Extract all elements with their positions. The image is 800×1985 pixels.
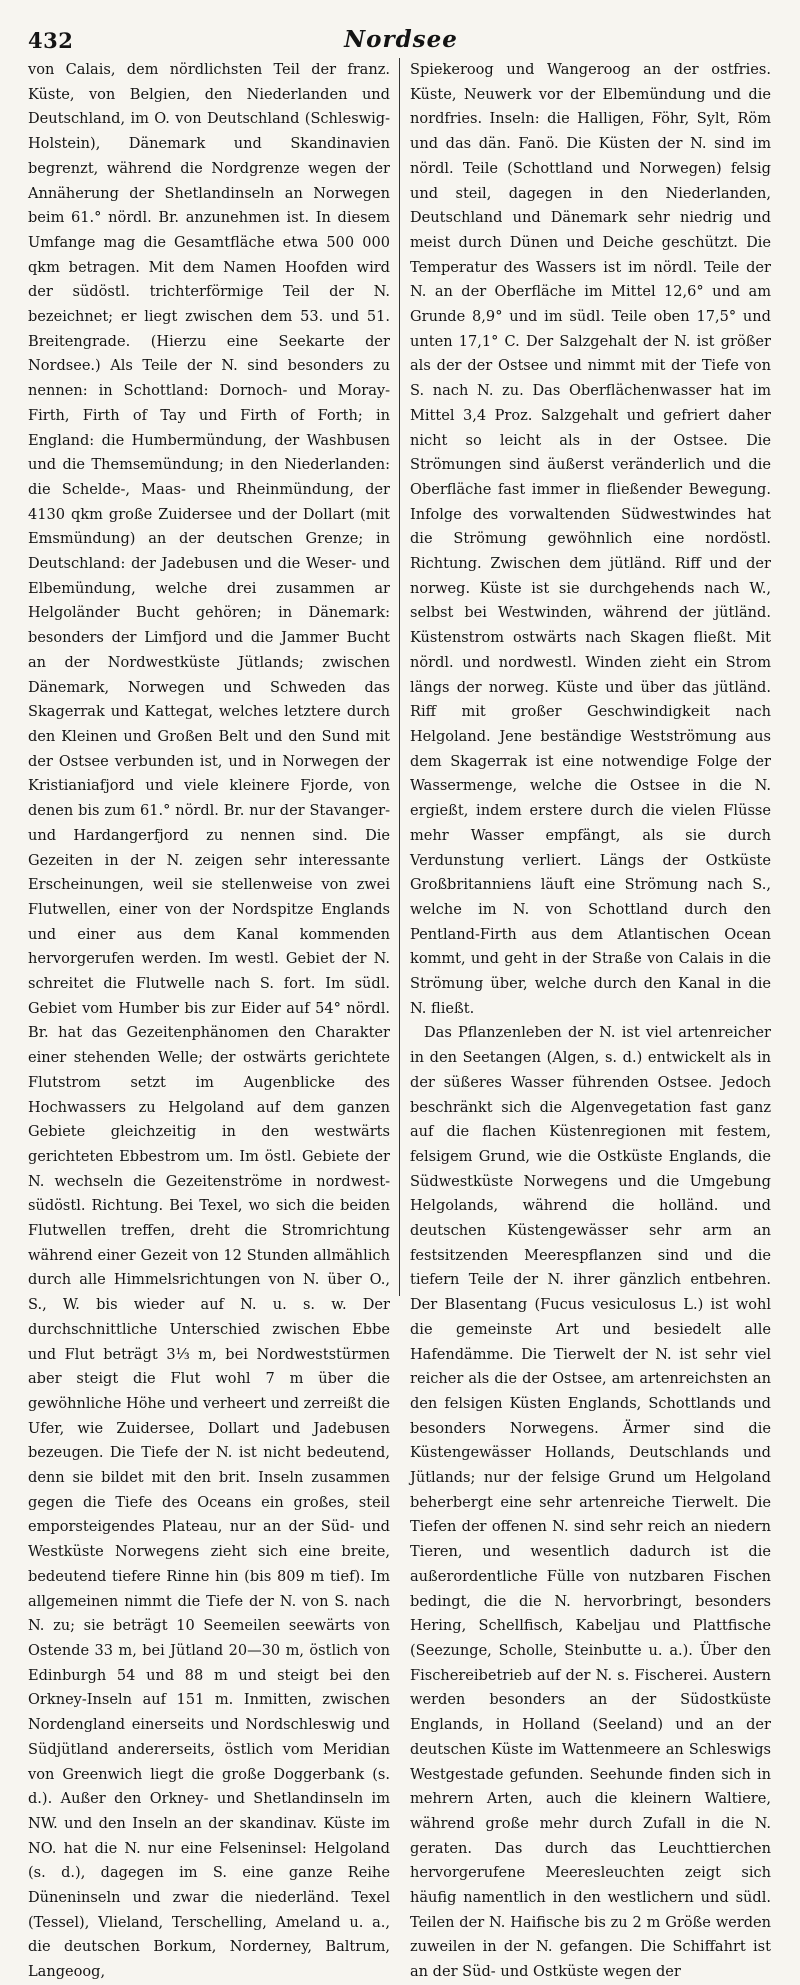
page-number: 432 [28,28,74,53]
right-column [400,58,771,1981]
left-column [28,58,399,1981]
text-columns [28,58,774,1981]
paragraph: von Calais, dem nördlichsten Teil der franz. Küste, von Belgien, den Niederlanden und Deutschland, im O. von Deutschland (Schleswig-Holstein), Dänemark und Skandinavien begrenzt, während die Nordgrenze wegen der Annäherung der Shetlandinseln an Norwegen beim 61.° nördl. Br. anzunehmen ist. In diesem Umfange mag die Gesamtfläche etwa 500 000 qkm betragen. Mit dem Namen Hoofden wird der südöstl. trichterförmige Teil der N. bezeichnet; er liegt zwischen dem 53. und 51. Breitengrade. (Hierzu eine Seekarte der Nordsee.) Als Teile der N. sind besonders zu nennen: in Schottland: Dornoch- und Moray-Firth, Firth of Tay und Firth of Forth; in England: die Humbermündung, der Washbusen und die Themsemündung; in den Niederlanden: die Schelde-, Maas- und Rheinmündung, der 4130 qkm große Zuidersee und der Dollart (mit Emsmündung) an der deutschen Grenze; in Deutschland: der Jadebusen und die Weser- und Elbemündung, welche drei zusammen ar Helgoländer Bucht gehören; in Dänemark: besonders der Limfjord und die Jammer Bucht an der Nordwestküste Jütlands; zwischen Dänemark, Norwegen und Schweden das Skagerrak und Kattegat, welches letztere durch den Kleinen und Großen Belt und den Sund mit der Ostsee verbunden ist, und in Norwegen der Kristianiafjord und viele kleinere Fjorde, von denen bis zum 61.° nördl. Br. nur der Stavanger- und Hardangerfjord zu nennen sind. Die Gezeiten in der N. zeigen sehr interessante Erscheinungen, weil sie stellenweise von zwei Flutwellen, einer von der Nordspitze Englands und einer aus dem Kanal kommenden hervorgerufen werden. Im westl. Gebiet der N. schreitet die Flutwelle nach S. fort. Im südl. Gebiet vom Humber bis zur Eider auf 54° nördl. Br. hat das Gezeitenphänomen den Charakter einer stehenden Welle; der ostwärts gerichtete Flutstrom setzt im Augenblicke des Hochwassers zu Helgoland auf dem ganzen Gebiete gleichzeitig in den westwärts gerichteten Ebbestrom um. Im östl. Gebiete der N. wechseln die Gezeitenströme in nordwest-südöstl. Richtung. Bei Texel, wo sich die beiden Flutwellen treffen, dreht die Stromrichtung während einer Gezeit von 12 Stunden allmählich durch alle Himmelsrichtungen von N. über O., S., W. bis wieder auf N. u. s. w. Der durchschnittliche Unterschied zwischen Ebbe und Flut beträgt 3⅓ m, bei Nordweststürmen aber steigt die Flut wohl 7 m über die gewöhnliche Höhe und verheert und zerreißt die Ufer, wie Zuidersee, Dollart und Jadebusen bezeugen. Die Tiefe der N. ist nicht bedeutend, denn sie bildet mit den brit. Inseln zusammen gegen die Tiefe des Oceans ein großes, steil emporsteigendes Plateau, nur an der Süd- und Westküste Norwegens zieht sich eine breite, bedeutend tiefere Rinne hin (bis 809 m tief). Im allgemeinen nimmt die Tiefe der N. von S. nach N. zu; sie beträgt 10 Seemeilen seewärts von Ostende 33 m, bei Jütland 20—30 m, östlich von Edinburgh 54 und 88 m und steigt bei den Orkney-Inseln auf 151 m. Inmitten, zwischen Nordengland einerseits und Nordschleswig und Südjütland andererseits, östlich vom Meridian von Greenwich liegt die große Doggerbank (s. d.). Außer den Orkney- und Shetlandinseln im NW. und den Inseln an der skandinav. Küste im NO. hat die N. nur eine Felseninsel: Helgoland (s. d.), dagegen im S. eine ganze Reihe Düneninseln und zwar die niederländ. Texel (Tessel), Vlieland, Terschelling, Ameland u. a., die deutschen Borkum, Norderney, Baltrum, Langeoog, [28,61,390,1981]
paragraph: Spiekeroog und Wangeroog an der ostfries. Küste, Neuwerk vor der Elbemündung und die nordfries. Inseln: die Halligen, Föhr, Sylt, Röm und das dän. Fanö. Die Küsten der N. sind im nördl. Teile (Schottland und Norwegen) felsig und steil, dagegen in den Niederlanden, Deutschland und Dänemark sehr niedrig und meist durch Dünen und Deiche geschützt. Die Temperatur des Wassers ist im nördl. Teile der N. an der Oberfläche im Mittel 12,6° und am Grunde 8,9° und im südl. Teile oben 17,5° und unten 17,1° C. Der Salzgehalt der N. ist größer als der der Ostsee und nimmt mit der Tiefe von S. nach N. zu. Das Oberflächenwasser hat im Mittel 3,4 Proz. Salzgehalt und gefriert daher nicht so leicht als in der Ostsee. Die Strömungen sind äußerst veränderlich und die Oberfläche fast immer in fließender Bewegung. Infolge des vorwaltenden Südwestwindes hat die Strömung gewöhnlich eine nordöstl. Richtung. Zwischen dem jütländ. Riff und der norweg. Küste ist sie durchgehends nach W., selbst bei Westwinden, während der jütländ. Küstenstrom ostwärts nach Skagen fließt. Mit nördl. und nordwestl. Winden zieht ein Strom längs der norweg. Küste und über das jütländ. Riff mit großer Geschwindigkeit nach Helgoland. Jene beständige Westströmung aus dem Skagerrak ist eine notwendige Folge der Wassermenge, welche die Ostsee in die N. ergießt, indem erstere durch die vielen Flüsse mehr Wasser empfängt, als sie durch Verdunstung verliert. Längs der Ostküste Großbritanniens läuft eine Strömung nach S., welche im N. von Schottland durch den Pentland-Firth aus dem Atlantischen Ocean kommt, und geht in der Straße von Calais in die Strömung über, welche durch den Kanal in die N. fließt. [410,61,771,1017]
paragraph: Das Pflanzenleben der N. ist viel artenreicher in den Seetangen (Algen, s. d.) entwickelt als in der süßeres Wasser führenden Ostsee. Jedoch beschränkt sich die Algenvegetation fast ganz auf die flachen Küstenregionen mit festem, felsigem Grund, wie die Ostküste Englands, die Südwestküste Norwegens und die Umgebung Helgolands, während die holländ. und deutschen Küstengewässer sehr arm an festsitzenden Meerespflanzen sind und die tiefern Teile der N. ihrer gänzlich entbehren. Der Blasentang (Fucus vesiculosus L.) ist wohl die gemeinste Art und besiedelt alle Hafendämme. Die Tierwelt der N. ist sehr viel reicher als die der Ostsee, am artenreichsten an den felsigen Küsten Englands, Schottlands und besonders Norwegens. Ärmer sind die Küstengewässer Hollands, Deutschlands und Jütlands; nur der felsige Grund um Helgoland beherbergt eine sehr artenreiche Tierwelt. Die Tiefen der offenen N. sind sehr reich an niedern Tieren, und wesentlich dadurch ist die außerordentliche Fülle von nutzbaren Fischen bedingt, die die N. hervorbringt, besonders Hering, Schellfisch, Kabeljau und Plattfische (Seezunge, Scholle, Steinbutte u. a.). Über den Fischereibetrieb auf der N. s. Fischerei. Austern werden besonders an der Südostküste Englands, in Holland (Seeland) und an der deutschen Küste im Wattenmeere an Schleswigs Westgestade gefunden. Seehunde finden sich in mehrern Arten, auch die kleinern Waltiere, während große mehr durch Zufall in die N. geraten. Das durch das Leuchttierchen hervorgerufene Meeresleuchten zeigt sich häufig namentlich in den westlichern und südl. Teilen der N. Haifische bis zu 2 m Größe werden zuweilen in der N. gefangen. Die Schiffahrt ist an der Süd- und Ostküste wegen der [410,1024,771,1981]
page-header [28,6,774,58]
running-head: Nordsee [344,26,458,53]
